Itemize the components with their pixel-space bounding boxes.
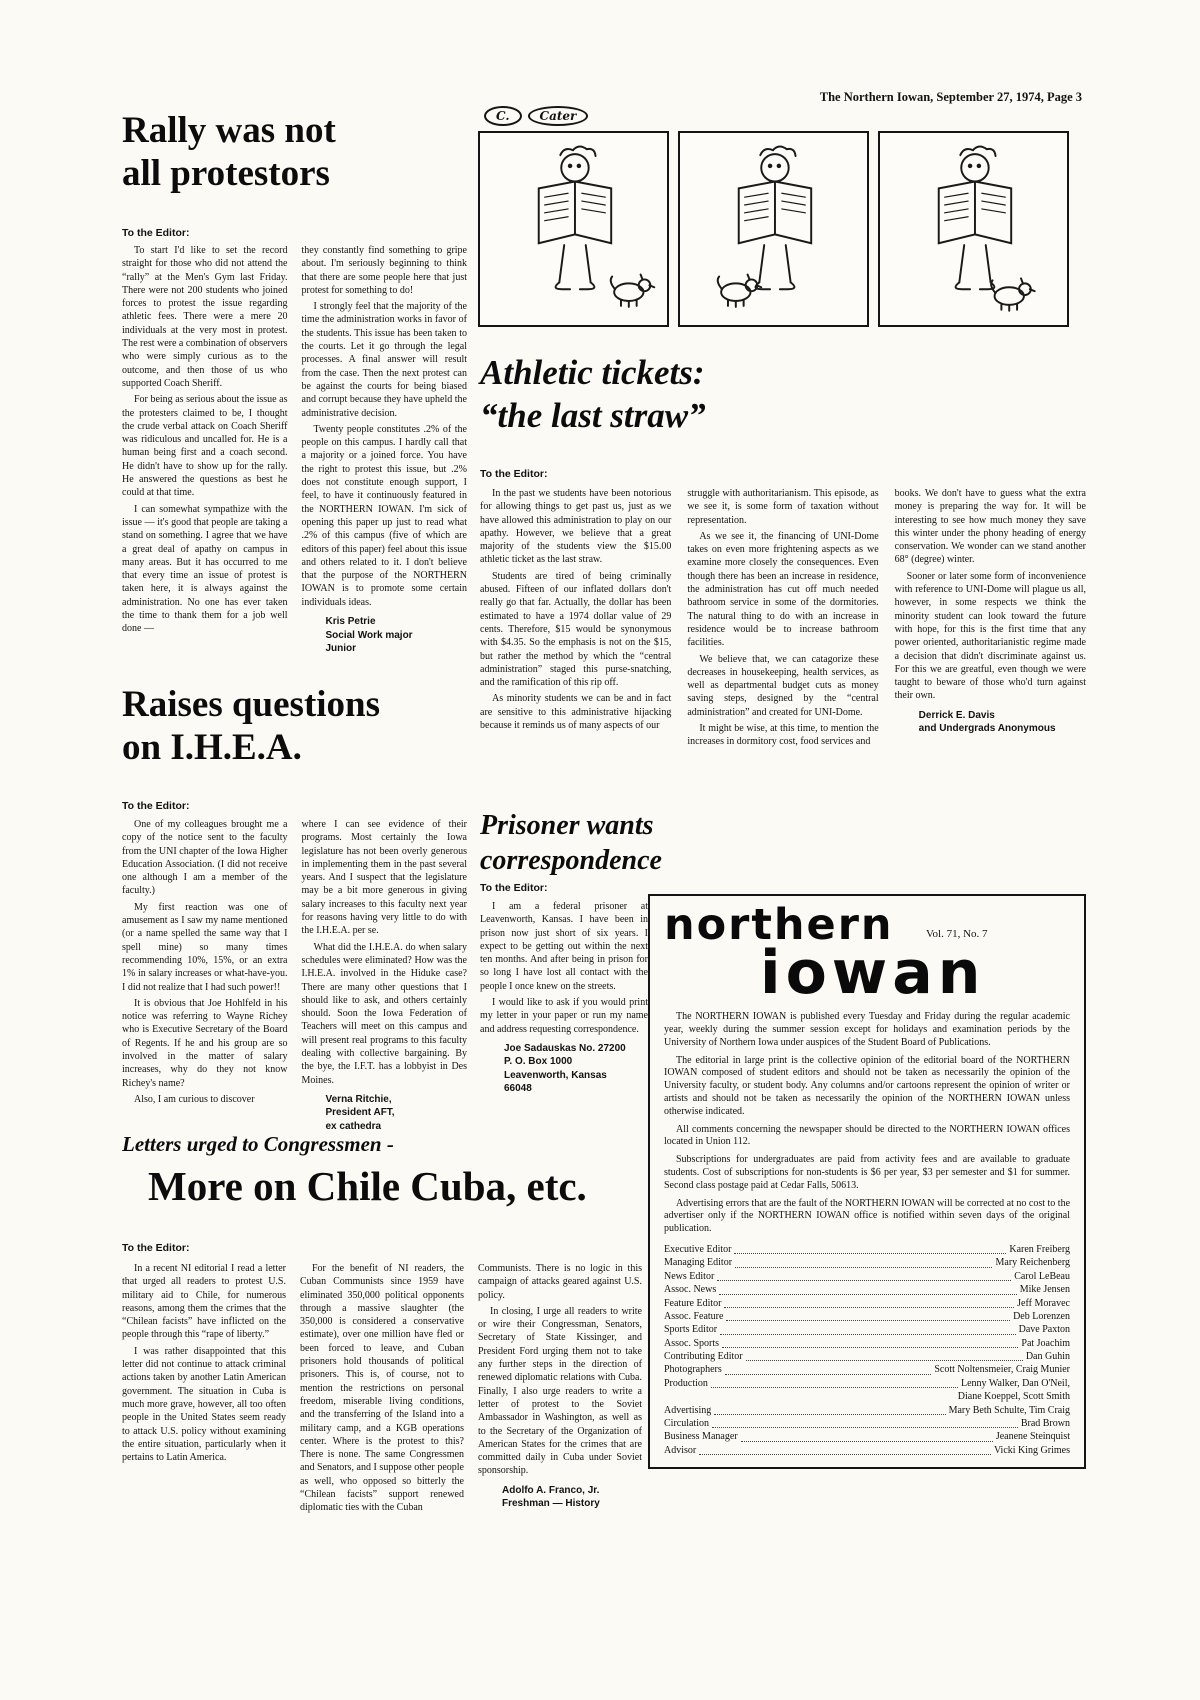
- staff-role: Business Manager: [664, 1431, 738, 1443]
- rally-headline-line2: all protestors: [122, 152, 330, 194]
- comic-panel-2: [678, 131, 869, 327]
- chile-column-1: [122, 1262, 286, 1518]
- staff-row: [664, 1270, 1070, 1283]
- staff-role: Assoc. Sports: [664, 1337, 720, 1349]
- athletic-column-3: [895, 487, 1086, 752]
- masthead-staff-list: [664, 1243, 1070, 1457]
- rally-column-1: [122, 244, 288, 656]
- paragraph: My first reaction was one of amusement as I saw my name mentioned (or a name spelled the same way that I spell mine) so many times recommending 10%, 15%, or an extra 1% in salary increases or what-have-you. I did not realize that I had such power!!: [122, 901, 288, 993]
- staff-row: [664, 1444, 1070, 1457]
- rally-column-2-text: [302, 244, 468, 609]
- rally-to-editor-label: To the Editor:: [122, 227, 190, 239]
- staff-name: Mike Jensen: [1019, 1284, 1070, 1296]
- staff-row: [664, 1310, 1070, 1323]
- dot-leader: [741, 1441, 993, 1442]
- signature-line: P. O. Box 1000: [504, 1056, 573, 1068]
- athletic-headline: [480, 352, 706, 437]
- rally-signature: [326, 615, 468, 656]
- paragraph: Also, I am curious to discover: [134, 1093, 255, 1105]
- staff-row: [664, 1297, 1070, 1310]
- staff-role: Photographers: [664, 1364, 722, 1376]
- paragraph: they constantly find something to gripe about. I'm seriously beginning to think that there are some people here that just protest for something to do!: [301, 245, 467, 296]
- dot-leader: [724, 1307, 1014, 1308]
- athletic-to-editor-label: To the Editor:: [480, 468, 548, 480]
- rally-headline: [122, 110, 336, 196]
- dot-leader: [734, 1253, 1006, 1254]
- comic-signature: [484, 104, 1088, 128]
- comic-figure-drawing: [680, 133, 867, 325]
- signature-line: Leavenworth, Kansas: [504, 1069, 607, 1081]
- paragraph: Subscriptions for undergraduates are paid from activity fees and are available to graduate students. Cost of subscriptions for non-students is $6 per year, $3 per semester and $1 for summer. Second class postage paid at Cedar Falls, 50613.: [664, 1154, 1070, 1191]
- chile-article-body: [122, 1262, 642, 1518]
- staff-role: Circulation: [664, 1418, 709, 1430]
- staff-role: Advertising: [664, 1404, 712, 1416]
- athletic-article-body: [480, 487, 1086, 752]
- prisoner-headline-line2: correspondence: [480, 845, 662, 876]
- paragraph: To start I'd like to set the record straight for those who did not attend the “rally” at the Men's Gym last Friday. There were not 200 students who joined forces to protest the issue regarding athletic fees. There were a mere 20 individuals at the very most in protest. The rest were a combination of observers who were simply curious as to the outcome, and then those of us who supported Coach Sheriff.: [122, 245, 288, 389]
- staff-row: [664, 1404, 1070, 1417]
- signature-line: Adolfo A. Franco, Jr.: [502, 1484, 600, 1496]
- paragraph: I would like to ask if you would print my letter in your paper or run my name and address requesting correspondence.: [480, 997, 648, 1035]
- staff-row: [664, 1337, 1070, 1350]
- athletic-headline-line2: “the last straw”: [480, 395, 706, 435]
- signature-line: Junior: [325, 643, 357, 655]
- masthead-box: [648, 894, 1086, 1469]
- staff-role: Production: [664, 1377, 708, 1389]
- staff-name: Vicki King Grimes: [993, 1444, 1070, 1456]
- staff-row-continued: [664, 1390, 1070, 1403]
- paragraph: Communists. There is no logic in this campaign of attacks geared against U.S. policy.: [478, 1263, 642, 1301]
- staff-role: Feature Editor: [664, 1297, 722, 1309]
- chile-signature: [502, 1484, 642, 1511]
- paragraph: As we see it, the financing of UNI-Dome takes on even more frightening aspects as we examine more closely the consequences. Even though there has been an increase in residence, the administration has cut off much needed bathroom service in some of the dormitories. The natural thing to do with an increase in residence would be to increase bathroom facilities.: [687, 530, 879, 649]
- staff-row: [664, 1430, 1070, 1443]
- chile-headline: More on Chile Cuba, etc.: [148, 1163, 587, 1209]
- athletic-column-1: [480, 487, 671, 752]
- paragraph: In a recent NI editorial I read a letter that urged all readers to protest U.S. military aid to Chile, for numerous reasons, among them the crimes that the “Chilean facists” have inflicted on the people through this “rape of liberty.”: [122, 1263, 286, 1341]
- prisoner-signature: [504, 1042, 648, 1096]
- staff-name: Deb Lorenzen: [1013, 1310, 1070, 1322]
- comic-figure-drawing: [880, 133, 1067, 325]
- comic-signature-name: Cater: [528, 106, 589, 126]
- staff-role: Assoc. Feature: [664, 1310, 724, 1322]
- signature-line: President AFT,: [325, 1107, 395, 1119]
- staff-row: [664, 1256, 1070, 1269]
- prisoner-article-body: [480, 900, 648, 1096]
- staff-name: Pat Joachim: [1021, 1337, 1070, 1349]
- ihea-column-1: [122, 818, 288, 1133]
- staff-name: Diane Koeppel, Scott Smith: [957, 1391, 1070, 1403]
- staff-name: Mary Beth Schulte, Tim Craig: [948, 1404, 1070, 1416]
- paragraph: What did the I.H.E.A. do when salary schedules were eliminated? How was the I.H.E.A. involved in the Hiduke case? There are many other questions that I should like to ask, and others certainly should. Soon the Iowa Federation of Teachers will meet on this campus and will present real programs to this faculty dealing with collective bargaining. By the bye, the I.F.T. has a lobbyist in Des Moines.: [301, 941, 467, 1086]
- rally-headline-line1: Rally was not: [122, 110, 336, 151]
- paragraph: As minority students we can be and in fact are sensitive to this administrative hijacking because it reminds us of many aspects of our: [480, 693, 672, 732]
- signature-line: Verna Ritchie,: [325, 1093, 392, 1105]
- staff-name: Karen Freiberg: [1009, 1243, 1070, 1255]
- comic-panels: [478, 131, 1088, 327]
- signature-line: Derrick E. Davis: [918, 709, 995, 721]
- paragraph: books. We don't have to guess what the extra money is preparing the way for. It will be interesting to see how much money they save this winter under the phony heading of energy conservation. We wonder can we stand another 68° (degree) winter.: [894, 488, 1086, 566]
- staff-row: [664, 1363, 1070, 1376]
- page-header-date: The Northern Iowan, September 27, 1974, Page 3: [819, 90, 1082, 104]
- paragraph: I am a federal prisoner at Leavenworth, Kansas. I have been in prison now just short of six years. I expect to be getting out within the next ten months. And after being in prison for so long I have lost all contact with the people I once knew on the streets.: [480, 901, 648, 992]
- signature-line: and Undergrads Anonymous: [918, 723, 1056, 735]
- paragraph: In closing, I urge all readers to write or wire their Congressman, Senators, Secretary of State Kissinger, and President Ford urging them not to take any further steps in the direction of renewed diplomatic relations with Cuba. Finally, I also urge readers to write a letter of protest to the Soviet Ambassador in Washington, as well as to the Secretary of the Organization of American States for the crimes that are committed daily in Cuba under Soviet sponsorship.: [478, 1305, 642, 1477]
- staff-role: Assoc. News: [664, 1284, 717, 1296]
- ihea-signature: [326, 1093, 468, 1134]
- paragraph: For being as serious about the issue as the protesters claimed to be, I thought the crude verbal attack on Coach Sheriff was ridiculous and uncalled for. He is a human being first and a coach second. He didn't have to show up for the rally. He answered the questions as best he could at that time.: [122, 394, 288, 499]
- staff-row: [664, 1377, 1070, 1390]
- dot-leader: [726, 1320, 1010, 1321]
- paragraph: In the past we students have been notorious for allowing things to get past us, just as we have allowed this administration to play on our apathy. However, we believe that a great majority of the students view the $15.00 athletic ticket as the last straw.: [480, 488, 672, 566]
- paragraph: It might be wise, at this time, to mention the increases in dormitory cost, food services and: [687, 723, 879, 748]
- ihea-column-2: [302, 818, 468, 1133]
- signature-line: Joe Sadauskas No. 27200: [504, 1042, 626, 1054]
- dot-leader: [735, 1267, 992, 1268]
- dot-leader: [720, 1334, 1016, 1335]
- staff-name: Carol LeBeau: [1014, 1270, 1070, 1282]
- masthead-volume: Vol. 71, No. 7: [926, 928, 988, 940]
- paragraph: Sooner or later some form of inconvenience with reference to UNI-Dome will plague us all, however, in some respects we think the minority student can look toward the future with hope, for this is the first time that any power oriented, authoritarianistic regime made a decision that didn't discriminate against us. For this we are greatful, even though we were taught to beware of those who'd turn against their own.: [894, 570, 1086, 702]
- paragraph: I strongly feel that the majority of the time the administration works in favor of the students. This issue has been taken to the courts. Let it go through the legal processes. A final answer will result from the case. Then the next protest can be against the courts for being biased and corrupt because they have upheld the administrative decision.: [301, 301, 467, 419]
- prisoner-column-1: [480, 900, 648, 1036]
- staff-role: Contributing Editor: [664, 1351, 743, 1363]
- staff-role: Managing Editor: [664, 1257, 733, 1269]
- staff-row: [664, 1283, 1070, 1296]
- comic-panel-3: [878, 131, 1069, 327]
- paragraph: struggle with authoritarianism. This episode, as we see it, is some form of taxation without representation.: [687, 488, 879, 526]
- ihea-article-body: [122, 818, 467, 1133]
- dot-leader: [711, 1387, 958, 1388]
- staff-role: News Editor: [664, 1270, 715, 1282]
- ihea-headline: [122, 684, 380, 770]
- paragraph: I was rather disappointed that this letter did not continue to attack criminal actions taken by another Latin American government. The situation in Cuba is much more grave, however, all too often people in the United States seem ready to attack U.S. policy without examining the entire situation, particularly when it pertains to Latin America.: [122, 1345, 286, 1464]
- staff-role: Executive Editor: [664, 1243, 732, 1255]
- comic-signature-initial: C.: [484, 106, 522, 126]
- staff-name: Brad Brown: [1020, 1418, 1070, 1430]
- staff-name: Dan Guhin: [1025, 1351, 1070, 1363]
- paragraph: The NORTHERN IOWAN is published every Tuesday and Friday during the regular academic year, weekly during the summer session except for holidays and examination periods by the University of Northern Iowa under auspices of the Student Board of Publications.: [664, 1011, 1070, 1048]
- signature-line: Kris Petrie: [325, 616, 376, 628]
- paragraph: Students are tired of being criminally abused. Fifteen of our inflated dollars don't really go that far. Actually, the dollar has been estimated to have a 1974 dollar value of 29 cents. Therefore, $15 would be synonymous with $4.35. So the emphasis is not on the $15, but rather the method by which the “central administration” staged this purse-snatching, and the ramification of this rip off.: [480, 570, 672, 689]
- masthead-paragraphs: [664, 1011, 1070, 1236]
- comic-figure-drawing: [480, 133, 667, 325]
- dot-leader: [714, 1414, 945, 1415]
- masthead-logo-word1: northern: [664, 900, 894, 950]
- paragraph: Advertising errors that are the fault of the NORTHERN IOWAN will be corrected at no cost to the advertiser only if the NORTHERN IOWAN office is notified within seven days of the original publication.: [664, 1197, 1071, 1235]
- ihea-column-2-text: [302, 818, 468, 1087]
- signature-line: ex cathedra: [325, 1120, 382, 1132]
- ihea-headline-line1: Raises questions: [122, 684, 381, 725]
- ihea-to-editor-label: To the Editor:: [122, 800, 190, 812]
- ihea-headline-line2: on I.H.E.A.: [122, 726, 302, 768]
- staff-role: Advisor: [664, 1444, 697, 1456]
- dot-leader: [725, 1374, 932, 1375]
- chile-to-editor-label: To the Editor:: [122, 1242, 190, 1254]
- dot-leader: [699, 1454, 991, 1455]
- chile-column-3-text: [478, 1262, 642, 1478]
- dot-leader: [746, 1360, 1023, 1361]
- rally-column-2: [302, 244, 468, 656]
- athletic-headline-line1: Athletic tickets:: [480, 353, 705, 392]
- chile-kicker: Letters urged to Congressmen -: [122, 1132, 394, 1156]
- signature-line: Freshman — History: [502, 1498, 600, 1510]
- staff-name: Lenny Walker, Dan O'Neil,: [961, 1377, 1070, 1389]
- masthead-logo-word2: iowan: [760, 938, 986, 1008]
- staff-row: [664, 1323, 1070, 1336]
- rally-article-body: [122, 244, 467, 656]
- dot-leader: [712, 1427, 1018, 1428]
- prisoner-headline: [480, 808, 662, 878]
- comic-panel-1: [478, 131, 669, 327]
- staff-row: [664, 1417, 1070, 1430]
- staff-role: Sports Editor: [664, 1324, 718, 1336]
- dot-leader: [717, 1280, 1011, 1281]
- athletic-column-3-text: [895, 487, 1086, 703]
- comic-strip: [478, 104, 1088, 327]
- staff-row: [664, 1350, 1070, 1363]
- paragraph: For the benefit of NI readers, the Cuban Communists since 1959 have eliminated 350,000 political opponents through a massive slaughter (the 350,000 is considered a conservative estimate), over one million have fled or been forced to leave, and Cuban prisoners hold thousands of political prisoners. This is, of course, not to mention the restrictions on personal freedom, miserable living conditions, and the transferring of the Island into a military camp, and a KGB operations center. Where is the protest to this? There is none. The same Congressmen and Senators, and I suppose other people as well, who opposed so bitterly the “Chilean facists” support renewed diplomatic ties with the Cuban: [300, 1263, 464, 1514]
- dot-leader: [722, 1347, 1018, 1348]
- prisoner-headline-line1: Prisoner wants: [480, 810, 654, 841]
- staff-row: [664, 1243, 1070, 1256]
- chile-column-3: [478, 1262, 642, 1518]
- athletic-signature: [919, 709, 1086, 736]
- staff-name: Dave Paxton: [1018, 1324, 1070, 1336]
- athletic-column-2: [687, 487, 878, 752]
- prisoner-to-editor-label: To the Editor:: [480, 882, 548, 894]
- paragraph: where I can see evidence of their programs. Most certainly the Iowa legislature has not been overly generous in implementing them in the past several years. And I suspect that the legislature may be a bit more generous in giving salary increases to this faculty next year for reasons having very little to do with the I.H.E.A. per se.: [301, 819, 467, 937]
- staff-name: Jeff Moravec: [1017, 1297, 1070, 1309]
- paragraph: One of my colleagues brought me a copy of the notice sent to the faculty from the UNI chapter of the Iowa Higher Education Association. (I did not receive one although I am a member of the faculty.): [122, 819, 288, 897]
- staff-name: Jeanene Steinquist: [995, 1431, 1070, 1443]
- masthead-logo-row: [664, 900, 1070, 950]
- chile-column-2: [300, 1262, 464, 1518]
- dot-leader: [719, 1294, 1017, 1295]
- paragraph: We believe that, we can catagorize these decreases in housekeeping, health services, as well as departmental budget cuts as money saving steps, designed by the “central administration” and created for UNI-Dome.: [687, 653, 879, 718]
- paragraph: The editorial in large print is the collective opinion of the editorial board of the NORTHERN IOWAN composed of student editors and should not be taken as necessarily the opinion of the University faculty, or student body. Any columns and/or cartoons represent the opinion of writer or artists and should not be taken as necessarily the opinion of the NORTHERN IOWAN unless otherwise indicated.: [664, 1054, 1070, 1117]
- paragraph: All comments concerning the newspaper should be directed to the NORTHERN IOWAN offices located in Union 112.: [664, 1123, 1070, 1148]
- signature-line: 66048: [504, 1083, 532, 1095]
- staff-name: Scott Noltensmeier, Craig Munier: [934, 1364, 1070, 1376]
- signature-line: Social Work major: [325, 629, 413, 641]
- paragraph: It is obvious that Joe Hohlfeld in his notice was referring to Wayne Richey who is Executive Secretary of the Board of Regents. If he and his group are so involved in the matter of salary increases, why do they not know Richey's name?: [122, 997, 288, 1089]
- paragraph: I can somewhat sympathize with the issue — it's good that people are taking a stand on something. I agree that we have a great deal of apathy on campus in many areas. But it has occurred to me that every time an issue of protest is taken here, it is always against the administration. No one has ever taken the time to thank them for a job well done —: [122, 503, 288, 635]
- staff-name: Mary Reichenberg: [995, 1257, 1070, 1269]
- paragraph: Twenty people constitutes .2% of the people on this campus. I hardly call that a majority or a joined force. You have the right to protest this issue, but .2% does not constitute enough support, I feel, to have it continuously featured in the NORTHERN IOWAN. I'm sick of opening this paper up just to read what .2% of this campus (five of which are editors of this paper) feel about this issue and others related to it. I don't believe that the purpose of the NORTHERN IOWAN is to promote some certain individuals ideas.: [301, 423, 467, 608]
